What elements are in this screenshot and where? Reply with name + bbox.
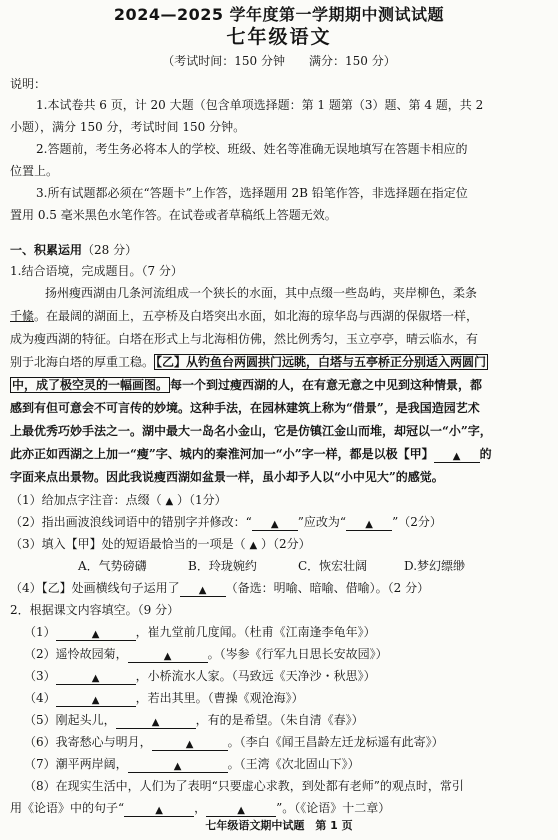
fill-line-1 [24, 624, 558, 641]
fill-line-8: （8）在现实生活中，人们为了表明“只要虚心求教，到处都有老师”的观点时，常引 [24, 779, 464, 793]
question-text: ，若出其里。（曹操《观沧海》） [135, 691, 304, 705]
sentence-yi-boxed: 【乙】从钓鱼台两圆拱门远眺，白塔与五亭桥正分别适入两圆门 [156, 355, 487, 369]
blank-mark: ▲ [198, 585, 207, 596]
passage-line: 字面来点出景物。因此我说瘦西湖如盆景一样，虽小却予人以“小中见大”的感觉。 [10, 470, 444, 484]
blank-mark: ▲ [155, 805, 163, 816]
sentence-yi-boxed-cont: 中，成了极空灵的一幅画图。 [12, 378, 169, 392]
fill-line-5 [24, 712, 558, 729]
passage-line [10, 308, 550, 324]
question-text: （4）【乙】处画横线句子运用了 [10, 581, 180, 595]
passage-line: 成为瘦西湖的特征。白塔在形式上与北海相仿佛，然比例秀匀，玉立亭亭，晴云临水，有 [10, 332, 479, 346]
answer-blank[interactable] [56, 693, 136, 707]
answer-blank[interactable] [56, 627, 136, 641]
answer-blank[interactable] [252, 517, 298, 531]
section-title: 一、积累运用 [10, 243, 83, 257]
question-text: ）（1分） [177, 493, 227, 507]
fill-line-2 [24, 646, 558, 663]
passage-text: 。在最阔的湖面上，五亭桥及白塔突出水面，如北海的琼华岛与西湖的保俶塔一样， [34, 309, 479, 323]
blank-mark: ▲ [173, 761, 182, 772]
note-1b: 小题），满分 150 分，考试时间 150 分钟。 [10, 120, 246, 134]
question-1-title: 1.结合语境，完成题目。（7 分） [10, 264, 183, 278]
note-2a: 2.答题前，考生务必将本人的学校、班级、姓名等准确无误地填写在答题卡相应的 [36, 142, 468, 156]
passage-line [10, 446, 550, 463]
question-text: ）（2分） [261, 537, 311, 551]
fill-line-6 [24, 734, 558, 751]
exam-subject: 七年级语文 [226, 26, 332, 48]
sub-question-1 [10, 492, 550, 510]
answer-blank[interactable] [152, 737, 228, 751]
section-score: （28 分） [82, 243, 138, 257]
question-text: ”。（《论语》十二章） [276, 801, 391, 815]
question-text: ”（2分） [392, 515, 442, 529]
question-text: ”应改为“ [297, 515, 347, 529]
note-1a: 1.本试卷共 6 页，计 20 大题（包含单项选择题：第 1 题第（3）题、第 4 题，共 2 [36, 98, 484, 112]
blank-mark: ▲ [163, 651, 172, 662]
question-text: 用《论语》中的句子“ [10, 801, 125, 815]
passage-text: 的 [479, 447, 492, 461]
options-row [78, 558, 558, 574]
question-text: （4） [24, 691, 56, 705]
answer-blank[interactable] [124, 803, 194, 817]
question-text: （1） [24, 625, 56, 639]
question-text: （备选：明喻、暗喻、借喻）。（2 分） [225, 581, 430, 595]
question-text: 。（岑参《行军九日思长安故园》） [207, 647, 388, 661]
answer-blank[interactable] [56, 671, 136, 685]
question-2-title: 2．根据课文内容填空。（9 分） [10, 603, 180, 617]
blank-mark: ▲ [91, 695, 100, 706]
question-text: （1）给加点字注音：点缀（ [10, 493, 162, 507]
exam-meta: （考试时间：150 分钟 满分：150 分） [162, 54, 396, 68]
fill-line-7 [24, 756, 558, 773]
fill-line-8b [10, 800, 550, 817]
note-3b: 置用 0.5 毫米黑色水笔作答。在试卷或者草稿纸上答题无效。 [10, 208, 337, 222]
option-c[interactable]: C．恢宏壮阔 [298, 559, 368, 573]
exam-title: 2024—2025 学年度第一学期期中测试试题 [113, 5, 445, 24]
passage-text: 此亦正如西湖之上加一“瘦”字、城内的秦淮河加一“小”字一样，都是以极【甲】 [10, 447, 434, 461]
blank-mark: ▲ [91, 673, 100, 684]
passage-line [10, 377, 550, 393]
underlined-word: 千絛 [10, 309, 35, 323]
answer-blank[interactable] [180, 583, 226, 597]
notes-label: 说明： [10, 77, 47, 91]
answer-blank[interactable] [346, 517, 392, 531]
question-text: （3） [24, 669, 56, 683]
answer-blank[interactable] [128, 759, 228, 773]
fill-line-3 [24, 668, 558, 685]
passage-line: 上最优秀巧妙手法之一。湖中最大一岛名小金山，它是仿镇江金山而堆，却冠以一“小”字， [10, 424, 492, 438]
page-footer: 七年级语文期中试题 第 1 页 [205, 819, 353, 832]
blank-mark: ▲ [165, 496, 174, 507]
question-text: （3）填入【甲】处的短语最恰当的一项是（ [10, 537, 246, 551]
option-a[interactable]: A．气势磅礴 [78, 559, 147, 573]
answer-blank[interactable] [128, 649, 208, 663]
question-text: ，小桥流水人家。（马致远《天净沙・秋思》） [135, 669, 376, 683]
question-text: （5）刚起头儿， [24, 713, 116, 727]
note-3a: 3.所有试题都必须在“答题卡”上作答，选择题用 2B 铅笔作答，非选择题在指定位 [36, 186, 468, 200]
passage-text: 别于北海白塔的厚重工稳。 [10, 355, 155, 369]
sub-question-3 [10, 536, 550, 554]
passage-line: 扬州瘦西湖由几条河流组成一个狭长的水面，其中点缀一些岛屿，夹岸柳色，柔条 [45, 286, 478, 300]
question-text: （6）我寄愁心与明月， [24, 735, 152, 749]
question-text: （7）潮平两岸阔， [24, 757, 128, 771]
sub-question-4 [10, 580, 550, 597]
answer-blank[interactable] [116, 715, 196, 729]
blank-mark: ▲ [452, 451, 461, 462]
question-text: 。（王湾《次北固山下》） [227, 757, 360, 771]
question-text: 。（李白《闻王昌龄左迁龙标遥有此寄》） [227, 735, 444, 749]
question-text: （2）指出画波浪线词语中的错别字并修改：“ [10, 515, 252, 529]
blank-mark: ▲ [237, 805, 245, 816]
blank-mark: ▲ [91, 629, 100, 640]
blank-mark: ▲ [270, 519, 279, 530]
passage-line [10, 354, 550, 370]
answer-blank[interactable] [206, 803, 276, 817]
passage-line: 感到有但可意会不可言传的妙境。这种手法，在园林建筑上称为“借景”，是我国造园艺术 [10, 401, 480, 415]
passage-text: 每一个到过瘦西湖的人，在有意无意之中见到这种情景，都 [170, 378, 483, 392]
answer-blank[interactable] [434, 449, 480, 463]
option-b[interactable]: B．玲珑婉约 [188, 559, 257, 573]
blank-mark: ▲ [249, 540, 258, 551]
question-text: ，崔九堂前几度闻。（杜甫《江南逢李龟年》） [135, 625, 376, 639]
blank-mark: ▲ [151, 717, 160, 728]
section-heading [10, 242, 550, 258]
question-text: （2）遥怜故园菊， [24, 647, 128, 661]
option-d[interactable]: D.梦幻缥缈 [404, 559, 466, 573]
note-2b: 位置上。 [10, 164, 59, 178]
blank-mark: ▲ [365, 519, 373, 530]
question-text: ， [194, 801, 207, 815]
blank-mark: ▲ [185, 739, 194, 750]
fill-line-4 [24, 690, 558, 707]
question-text: ，有的是希望。（朱自清《春》） [195, 713, 364, 727]
sub-question-2 [10, 514, 550, 531]
